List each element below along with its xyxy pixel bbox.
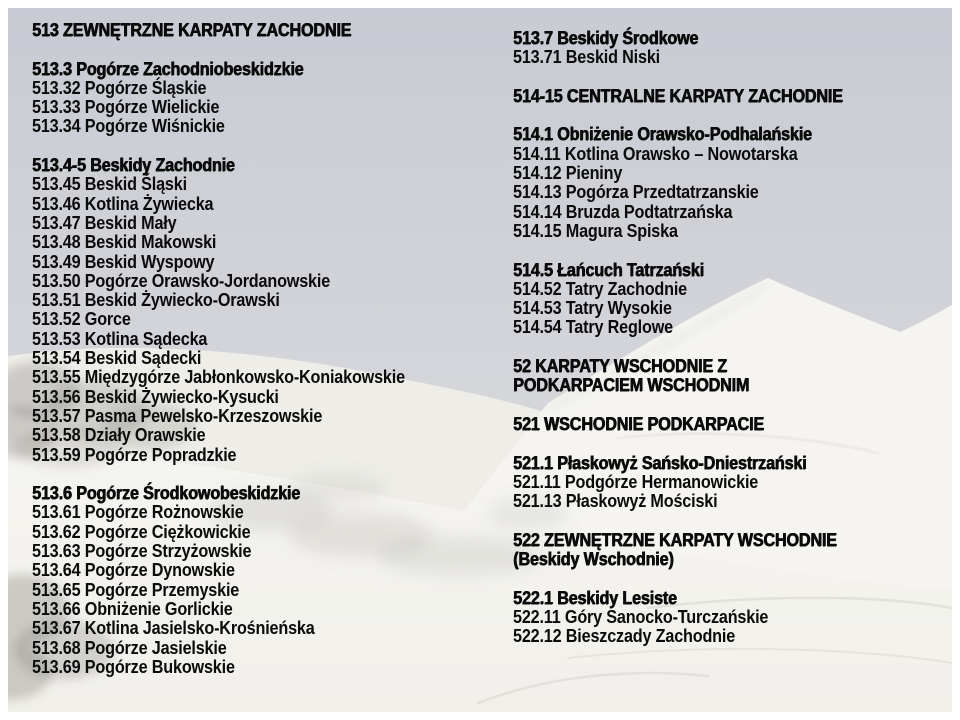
heading-line: 513.6 Pogórze Środkowobeskidzkie (32, 483, 300, 504)
entry-line: 522.11 Góry Sanocko-Turczańskie (513, 606, 769, 627)
entry-line: 513.47 Beskid Mały (32, 212, 177, 233)
right-column (513, 29, 879, 647)
entry-line: 513.50 Pogórze Orawsko-Jordanowskie (32, 270, 331, 291)
entry-line: 513.59 Pogórze Popradzkie (32, 444, 237, 465)
entry-line: 513.65 Pogórze Przemyskie (32, 579, 240, 600)
entry-line: 521.13 Płaskowyż Mościski (513, 491, 718, 512)
entry-line: 513.64 Pogórze Dynowskie (32, 560, 235, 581)
entry-line: 513.57 Pasma Pewelsko-Krzeszowskie (32, 405, 323, 426)
entry-line: 513.48 Beskid Makowski (32, 232, 217, 253)
heading-line: 514-15 CENTRALNE KARPATY ZACHODNIE (513, 85, 843, 106)
entry-line: 513.55 Międzygórze Jabłonkowsko-Koniakowskie (32, 367, 405, 388)
entry-line: 513.46 Kotlina Żywiecka (32, 193, 214, 214)
entry-line: 513.33 Pogórze Wielickie (32, 97, 220, 118)
spacer-line (513, 338, 843, 357)
left-column (32, 21, 446, 677)
entry-line: 513.66 Obniżenie Gorlickie (32, 598, 233, 619)
spacer-line (513, 68, 843, 87)
entry-line: 513.34 Pogórze Wiśnickie (32, 116, 225, 137)
entry-line: 513.67 Kotlina Jasielsko-Krośnieńska (32, 618, 315, 639)
entry-line: 513.69 Pogórze Bukowskie (32, 656, 235, 677)
entry-line: 514.52 Tatry Zachodnie (513, 278, 688, 299)
entry-line: 513.63 Pogórze Strzyżowskie (32, 541, 252, 562)
spacer-line (32, 137, 405, 156)
entry-line: 514.13 Pogórza Przedtatrzanskie (513, 182, 759, 203)
entry-line: 513.45 Beskid Śląski (32, 174, 187, 195)
entry-line: 513.49 Beskid Wyspowy (32, 251, 215, 272)
entry-line: 521.11 Podgórze Hermanowickie (513, 471, 759, 492)
heading-line: 522.1 Beskidy Lesiste (513, 587, 677, 608)
heading-line: PODKARPACIEM WSCHODNIM (513, 375, 750, 396)
entry-line: 514.54 Tatry Reglowe (513, 317, 673, 338)
entry-line: 513.68 Pogórze Jasielskie (32, 637, 227, 658)
spacer-line (513, 106, 843, 125)
spacer-line (513, 569, 843, 588)
entry-line: 513.62 Pogórze Ciężkowickie (32, 521, 251, 542)
spacer-line (513, 241, 843, 260)
entry-line: 513.56 Beskid Żywiecko-Kysucki (32, 386, 279, 407)
heading-line: 521.1 Płaskowyż Sańsko-Dniestrzański (513, 452, 807, 473)
heading-line: 514.5 Łańcuch Tatrzański (513, 259, 704, 280)
heading-line: 514.1 Obniżenie Orawsko-Podhalańskie (513, 124, 812, 145)
entry-line: 514.53 Tatry Wysokie (513, 298, 672, 319)
spacer-line (513, 511, 843, 530)
spacer-line (32, 465, 405, 484)
entry-line: 514.12 Pieniny (513, 163, 623, 184)
entry-line: 522.12 Bieszczady Zachodnie (513, 626, 736, 647)
spacer-line (32, 40, 405, 59)
heading-line: 513.3 Pogórze Zachodniobeskidzkie (32, 58, 304, 79)
heading-line: 513.7 Beskidy Środkowe (513, 28, 699, 48)
heading-line: 513.4-5 Beskidy Zachodnie (32, 155, 235, 176)
heading-line: (Beskidy Wschodnie) (513, 549, 674, 570)
heading-line: 521 WSCHODNIE PODKARPACIE (513, 413, 764, 434)
entry-line: 514.11 Kotlina Orawsko – Nowotarska (513, 143, 798, 164)
spacer-line (513, 434, 843, 453)
heading-line: 513 ZEWNĘTRZNE KARPATY ZACHODNIE (32, 20, 352, 40)
entry-line: 513.71 Beskid Niski (513, 47, 660, 68)
entry-line: 513.61 Pogórze Rożnowskie (32, 502, 244, 523)
entry-line: 513.53 Kotlina Sądecka (32, 328, 208, 349)
heading-line: 52 KARPATY WSCHODNIE Z (513, 356, 727, 377)
entry-line: 513.54 Beskid Sądecki (32, 348, 202, 369)
entry-line: 514.14 Bruzda Podtatrzańska (513, 201, 733, 222)
entry-line: 513.51 Beskid Żywiecko-Orawski (32, 290, 280, 311)
heading-line: 522 ZEWNĘTRZNE KARPATY WSCHODNIE (513, 529, 837, 550)
entry-line: 513.52 Gorce (32, 309, 131, 330)
spacer-line (513, 396, 843, 415)
entry-line: 513.58 Działy Orawskie (32, 425, 206, 446)
entry-line: 513.32 Pogórze Śląskie (32, 77, 207, 98)
entry-line: 514.15 Magura Spiska (513, 220, 678, 241)
